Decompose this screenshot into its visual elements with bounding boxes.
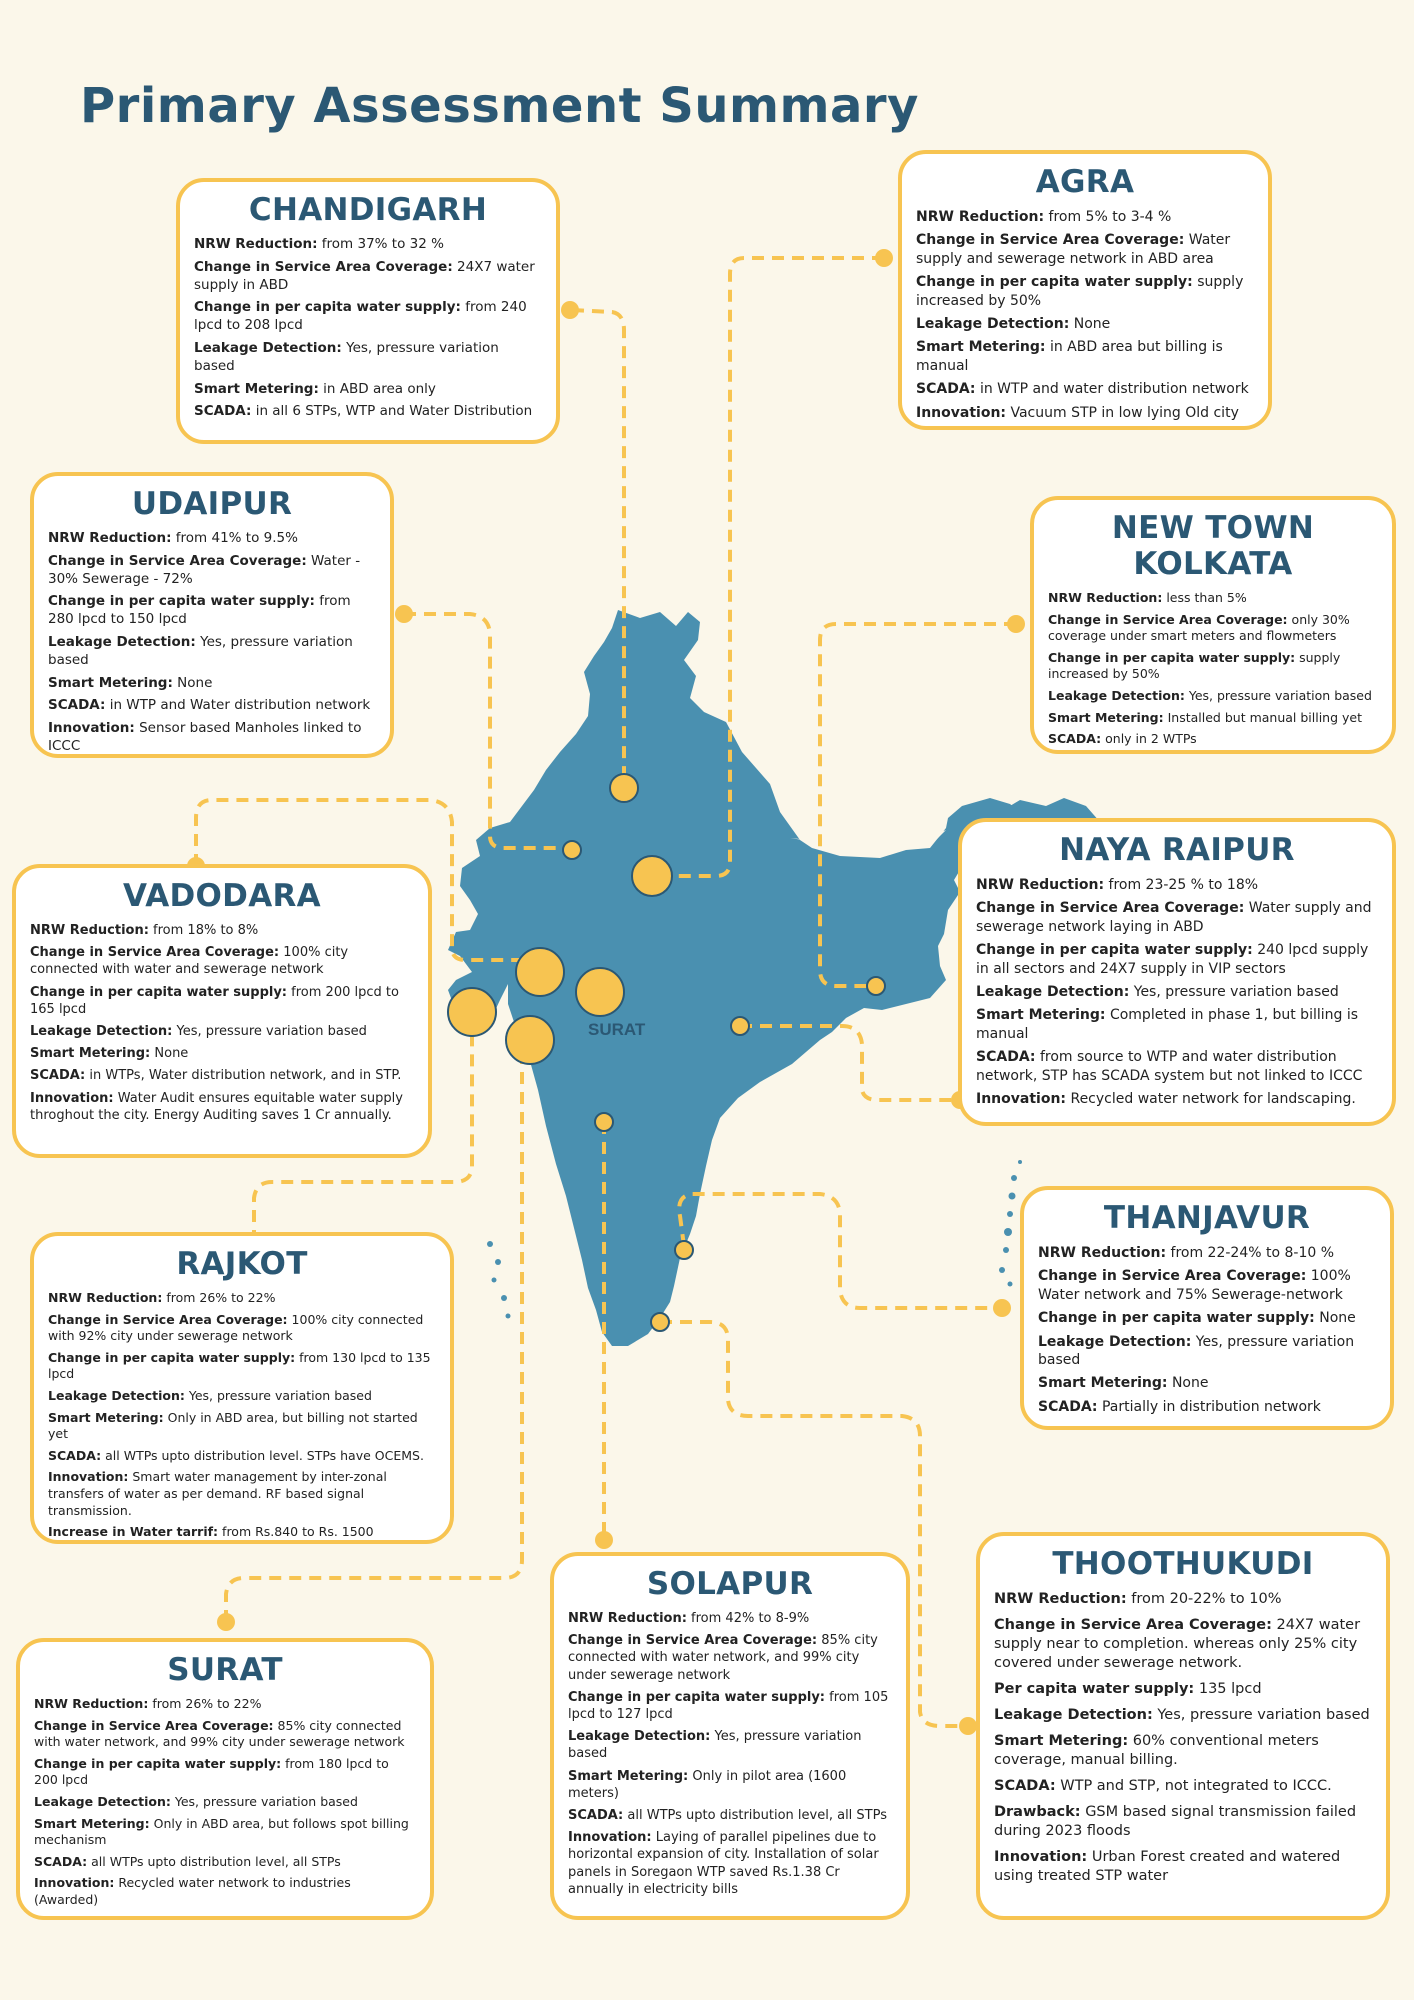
metric-label: Change in Service Area Coverage:	[1038, 1268, 1307, 1285]
metric-label: NRW Reduction:	[30, 923, 149, 938]
metric-row	[48, 1524, 436, 1541]
card-vadodara	[12, 864, 432, 1158]
metric-row	[48, 697, 376, 715]
metric-label: Change in Service Area Coverage:	[34, 1717, 274, 1733]
metric-label: SCADA:	[994, 1778, 1056, 1794]
metric-row	[994, 1803, 1372, 1841]
metric-row	[916, 208, 1254, 226]
metric-row	[994, 1680, 1372, 1699]
metric-value: 85% city connected with water network, and 99% city under sewerage network	[568, 1633, 878, 1683]
metric-row	[976, 1048, 1378, 1085]
metric-label: Innovation:	[568, 1830, 652, 1846]
metric-row	[568, 1768, 892, 1802]
metric-value: from 26% to 22%	[152, 1696, 262, 1711]
metric-value: from 22-24% to 8-10 %	[1170, 1245, 1335, 1261]
metric-label: Leakage Detection:	[1038, 1333, 1192, 1350]
metric-row	[48, 530, 376, 548]
metric-value: from 20-22% to 10%	[1131, 1591, 1282, 1607]
metric-value: Completed in phase 1, but billing is manual	[976, 1007, 1359, 1042]
city-title: NEW TOWN KOLKATA	[1111, 510, 1315, 582]
metric-value: 100% city connected with 92% city under sewerage network	[48, 1311, 424, 1344]
metric-label: SCADA:	[1048, 731, 1102, 747]
metric-value: Water - 30% Sewerage - 72%	[48, 552, 361, 587]
metric-value: None	[177, 674, 213, 691]
metric-row	[34, 1696, 416, 1713]
metric-value: from 26% to 22%	[166, 1290, 276, 1305]
metric-label: NRW Reduction:	[194, 236, 318, 252]
metric-label: NRW Reduction:	[34, 1696, 149, 1711]
card-nayaraipur	[958, 818, 1396, 1126]
metric-label: Change in per capita water supply:	[34, 1755, 282, 1771]
metric-value: 85% city connected with water network, and 99% city under sewerage network	[34, 1717, 405, 1750]
metric-row	[48, 720, 376, 756]
metric-label: Change in Service Area Coverage:	[48, 552, 307, 569]
metric-row	[976, 876, 1378, 894]
metric-label: Change in Service Area Coverage:	[568, 1633, 818, 1649]
metric-label: SCADA:	[48, 1447, 102, 1463]
metric-value: Yes, pressure variation based	[174, 1793, 358, 1809]
andaman-islands	[999, 1160, 1022, 1287]
metric-value: 100% city connected with water and sewerage network	[30, 945, 349, 978]
city-title: THOOTHUKUDI	[1052, 1546, 1314, 1582]
metric-row	[916, 315, 1254, 333]
metric-row	[30, 1067, 414, 1084]
metric-row	[1048, 710, 1378, 727]
metric-value: 135 lpcd	[1198, 1681, 1262, 1697]
metric-row	[194, 259, 542, 295]
metric-value: in WTP and water distribution network	[979, 381, 1249, 398]
metric-row	[976, 941, 1378, 978]
metric-row	[48, 1312, 436, 1345]
metric-label: Leakage Detection:	[994, 1707, 1153, 1723]
metric-value: None	[1319, 1310, 1356, 1327]
metric-value: supply increased by 50%	[1048, 649, 1341, 682]
metric-row	[48, 593, 376, 629]
metric-label: NRW Reduction:	[48, 1290, 163, 1305]
metric-label: Innovation:	[994, 1849, 1088, 1865]
metric-value: supply increased by 50%	[916, 274, 1244, 309]
metric-label: Leakage Detection:	[194, 339, 342, 356]
metric-row	[994, 1732, 1372, 1770]
city-title: CHANDIGARH	[248, 192, 488, 228]
metric-label: Leakage Detection:	[48, 1387, 185, 1403]
metric-label: Change in per capita water supply:	[30, 984, 288, 1000]
metric-label: Change in per capita water supply:	[48, 593, 315, 610]
metric-row	[916, 273, 1254, 310]
metric-value: from 18% to 8%	[153, 923, 259, 938]
marker-solapur	[595, 1113, 613, 1131]
metric-label: NRW Reduction:	[916, 209, 1045, 225]
metric-value: Yes, pressure variation based	[568, 1729, 862, 1762]
metric-label: Increase in Water tarrif:	[48, 1524, 219, 1540]
metric-row	[30, 1090, 414, 1124]
metric-label: SCADA:	[568, 1808, 624, 1824]
card-udaipur	[30, 472, 394, 758]
metric-value: 24X7 water supply near to completion. whereas only 25% city covered under sewerage network.	[994, 1617, 1361, 1671]
metric-row	[48, 634, 376, 670]
card-surat	[16, 1638, 434, 1920]
metric-row	[994, 1590, 1372, 1609]
metric-value: from 130 lpcd to 135 lpcd	[48, 1349, 431, 1382]
metric-value: Only in ABD area, but billing not started yet	[48, 1409, 418, 1442]
metric-value: in WTP and Water distribution network	[109, 697, 371, 714]
metric-label: SCADA:	[976, 1049, 1036, 1066]
metric-value: Water Audit ensures equitable water supply throghout the city. Energy Auditing saves 1 Cr annually.	[30, 1090, 403, 1123]
metric-value: Yes, pressure variation based	[1038, 1333, 1355, 1369]
metric-value: 24X7 water supply in ABD	[194, 258, 535, 293]
card-chandigarh	[176, 178, 560, 444]
metric-row	[1048, 731, 1378, 748]
metric-label: Smart Metering:	[30, 1046, 151, 1062]
metric-value: Partially in distribution network	[1101, 1398, 1321, 1415]
metric-value: all WTPs upto distribution level, all STPs	[627, 1808, 888, 1824]
metric-row	[30, 1045, 414, 1062]
metric-value: from 240 lpcd to 208 lpcd	[194, 299, 527, 334]
metric-label: SCADA:	[48, 697, 106, 714]
metric-label: Smart Metering:	[1048, 709, 1164, 725]
metric-row	[568, 1632, 892, 1684]
metric-row	[916, 338, 1254, 375]
metric-label: Smart Metering:	[48, 1409, 164, 1425]
marker-vadodara	[576, 968, 624, 1016]
marker-agra	[632, 856, 672, 896]
metric-label: SCADA:	[916, 381, 976, 398]
metric-row	[916, 231, 1254, 268]
metric-row	[994, 1706, 1372, 1725]
metric-label: Leakage Detection:	[976, 984, 1130, 1001]
marker-thanjavur	[675, 1241, 693, 1259]
metric-label: Smart Metering:	[1038, 1375, 1168, 1392]
metric-row	[976, 1006, 1378, 1043]
metric-label: Smart Metering:	[34, 1815, 150, 1831]
metric-value: in ABD area only	[323, 380, 436, 397]
city-title: VADODARA	[123, 878, 321, 914]
metric-label: Smart Metering:	[916, 339, 1046, 356]
card-newtown	[1030, 496, 1396, 754]
metric-label: NRW Reduction:	[1048, 590, 1163, 605]
metric-value: None	[1171, 1375, 1209, 1392]
connector-thanjavur	[679, 1194, 1002, 1308]
map-label-surat: SURAT	[588, 1020, 646, 1039]
metric-row	[568, 1829, 892, 1898]
metric-value: in ABD area but billing is manual	[916, 339, 1223, 374]
metric-label: Change in per capita water supply:	[194, 299, 461, 316]
metric-label: SCADA:	[34, 1853, 88, 1869]
metric-value: from 23-25 % to 18%	[1108, 877, 1259, 893]
metric-value: Installed but manual billing yet	[1167, 709, 1363, 725]
metric-row	[194, 299, 542, 335]
metric-row	[1048, 612, 1378, 645]
metric-value: Only in pilot area (1600 meters)	[568, 1768, 847, 1801]
metric-row	[194, 403, 542, 421]
metric-row	[1038, 1244, 1376, 1262]
metric-row	[976, 983, 1378, 1001]
metric-label: Change in per capita water supply:	[1048, 649, 1296, 665]
metric-row	[48, 1388, 436, 1405]
metric-row	[30, 984, 414, 1018]
metric-label: Innovation:	[916, 404, 1007, 421]
metric-value: Urban Forest created and watered using treated STP water	[994, 1849, 1341, 1884]
city-title: UDAIPUR	[131, 486, 293, 522]
metric-value: 60% conventional meters coverage, manual billing.	[994, 1733, 1319, 1768]
metric-row	[1038, 1398, 1376, 1416]
metric-label: Change in per capita water supply:	[48, 1349, 296, 1365]
metric-row	[976, 899, 1378, 936]
metric-label: NRW Reduction:	[1038, 1245, 1167, 1261]
metric-label: Change in per capita water supply:	[568, 1689, 826, 1705]
metric-label: Change in Service Area Coverage:	[994, 1617, 1272, 1633]
marker-solapur-big	[506, 1016, 554, 1064]
metric-value: Yes, pressure variation based	[48, 633, 353, 668]
metric-label: NRW Reduction:	[994, 1591, 1127, 1607]
metric-row	[34, 1816, 416, 1849]
marker-udaipur	[563, 841, 581, 859]
metric-label: NRW Reduction:	[976, 877, 1105, 893]
metric-value: Sensor based Manholes linked to ICCC	[48, 720, 362, 754]
card-thoothukudi	[976, 1532, 1390, 1920]
metric-label: Smart Metering:	[568, 1768, 689, 1784]
marker-rajkot	[516, 948, 564, 996]
card-solapur	[550, 1552, 910, 1920]
marker-thoothukudi	[651, 1313, 669, 1331]
marker-surat-big	[448, 988, 496, 1036]
metric-label: Change in Service Area Coverage:	[30, 945, 280, 961]
metric-label: Smart Metering:	[976, 1007, 1106, 1024]
metric-value: only 30% coverage under smart meters and flowmeters	[1048, 611, 1350, 644]
metric-row	[194, 340, 542, 376]
metric-label: Per capita water supply:	[994, 1681, 1195, 1697]
metric-value: Water supply and sewerage network laying in ABD	[976, 900, 1372, 935]
metric-row	[568, 1610, 892, 1627]
metric-label: Smart Metering:	[48, 674, 173, 691]
city-title: AGRA	[1035, 164, 1135, 200]
metric-value: from 105 lpcd to 127 lpcd	[568, 1689, 889, 1723]
metric-label: Change in Service Area Coverage:	[916, 232, 1185, 249]
metric-label: Change in per capita water supply:	[976, 942, 1253, 959]
city-title: THANJAVUR	[1103, 1200, 1311, 1236]
metric-row	[568, 1689, 892, 1723]
metric-label: Smart Metering:	[194, 380, 319, 397]
metric-row	[48, 553, 376, 589]
metric-row	[30, 922, 414, 939]
metric-value: from 180 lpcd to 200 lpcd	[34, 1755, 389, 1788]
metric-value: from 280 lpcd to 150 lpcd	[48, 593, 351, 628]
metric-value: less than 5%	[1166, 590, 1247, 605]
metric-row	[994, 1777, 1372, 1796]
metric-value: None	[154, 1046, 189, 1062]
metric-row	[194, 381, 542, 399]
metric-label: Leakage Detection:	[568, 1729, 711, 1745]
metric-label: Innovation:	[34, 1875, 115, 1891]
metric-value: Smart water management by inter-zonal transfers of water as per demand. RF based signal transmission.	[48, 1469, 387, 1518]
city-title: RAJKOT	[176, 1246, 308, 1282]
metric-value: Yes, pressure variation based	[188, 1387, 372, 1403]
metric-label: Leakage Detection:	[48, 633, 196, 650]
card-thanjavur	[1020, 1186, 1394, 1430]
metric-label: SCADA:	[30, 1068, 86, 1084]
metric-row	[48, 1350, 436, 1383]
metric-value: all WTPs upto distribution level. STPs have OCEMS.	[105, 1447, 424, 1463]
metric-label: NRW Reduction:	[568, 1611, 687, 1626]
metric-label: Leakage Detection:	[30, 1024, 173, 1040]
metric-value: in all 6 STPs, WTP and Water Distribution	[255, 403, 533, 420]
metric-row	[48, 675, 376, 693]
metric-row	[568, 1807, 892, 1824]
metric-row	[30, 944, 414, 978]
metric-row	[916, 380, 1254, 398]
metric-label: Change in Service Area Coverage:	[1048, 611, 1288, 627]
metric-label: Change in per capita water supply:	[1038, 1310, 1315, 1327]
metric-value: from 200 lpcd to 165 lpcd	[30, 984, 399, 1017]
metric-value: Recycled water network to industries (Awarded)	[34, 1875, 351, 1907]
metric-value: Laying of parallel pipelines due to horizontal expansion of city. Installation of solar panels in Soregaon WTP saved Rs.1.38 Cr annually in electricity bills	[568, 1830, 879, 1897]
metric-row	[976, 1090, 1378, 1108]
metric-row	[34, 1756, 416, 1789]
metric-value: WTP and STP, not integrated to ICCC.	[1060, 1778, 1332, 1794]
metric-row	[48, 1448, 436, 1465]
metric-label: Innovation:	[976, 1091, 1067, 1108]
metric-value: only in 2 WTPs	[1105, 731, 1197, 747]
marker-nayaraipur	[731, 1017, 749, 1035]
metric-row	[916, 404, 1254, 422]
metric-label: SCADA:	[194, 403, 252, 420]
metric-label: NRW Reduction:	[48, 530, 172, 546]
card-agra	[898, 150, 1272, 430]
metric-value: all WTPs upto distribution level, all STPs	[91, 1853, 341, 1869]
page-title: Primary Assessment Summary	[80, 78, 919, 134]
metric-row	[1038, 1333, 1376, 1370]
metric-value: from 37% to 32 %	[321, 236, 444, 252]
marker-newtown	[867, 977, 885, 995]
metric-value: 240 lpcd supply in all sectors and 24X7 supply in VIP sectors	[976, 942, 1369, 977]
metric-value: 100% Water network and 75% Sewerage-network	[1038, 1268, 1351, 1303]
metric-row	[30, 1023, 414, 1040]
metric-value: from Rs.840 to Rs. 1500	[222, 1524, 374, 1540]
metric-row	[34, 1718, 416, 1751]
metric-row	[1038, 1374, 1376, 1392]
metric-value: Yes, pressure variation based	[1133, 984, 1339, 1001]
marker-chandigarh	[610, 774, 638, 802]
metric-value: Yes, pressure variation based	[176, 1024, 367, 1040]
metric-label: SCADA:	[1038, 1398, 1098, 1415]
metric-row	[48, 1469, 436, 1519]
lakshadweep-islands	[487, 1241, 511, 1319]
metric-value: from 42% to 8-9%	[691, 1611, 810, 1626]
metric-value: Only in ABD area, but follows spot billing mechanism	[34, 1815, 409, 1848]
metric-value: GSM based signal transmission failed during 2023 floods	[994, 1804, 1357, 1839]
metric-value: Yes, pressure variation based	[194, 339, 499, 374]
metric-label: Change in per capita water supply:	[916, 274, 1193, 291]
metric-label: Change in Service Area Coverage:	[48, 1311, 288, 1327]
metric-value: from 5% to 3-4 %	[1048, 209, 1172, 225]
metric-value: Yes, pressure variation based	[1157, 1707, 1370, 1723]
metric-row	[34, 1794, 416, 1811]
metric-value: from source to WTP and water distribution network, STP has SCADA system but not linked to ICCC	[976, 1049, 1363, 1084]
metric-label: Leakage Detection:	[1048, 687, 1185, 703]
metric-value: Recycled water network for landscaping.	[1070, 1091, 1356, 1108]
metric-label: Smart Metering:	[994, 1733, 1129, 1749]
city-title: SOLAPUR	[646, 1566, 814, 1602]
metric-label: Leakage Detection:	[34, 1793, 171, 1809]
metric-value: Vacuum STP in low lying Old city	[1010, 404, 1239, 421]
city-title: SURAT	[167, 1652, 283, 1688]
metric-row	[1038, 1309, 1376, 1327]
metric-row	[34, 1875, 416, 1908]
metric-label: Innovation:	[48, 1469, 129, 1485]
metric-label: Change in Service Area Coverage:	[194, 258, 453, 275]
metric-label: Change in Service Area Coverage:	[976, 900, 1245, 917]
metric-value: None	[1073, 316, 1111, 333]
metric-label: Drawback:	[994, 1804, 1081, 1820]
metric-value: Yes, pressure variation based	[1188, 687, 1372, 703]
metric-row	[194, 236, 542, 254]
metric-value: Water supply and sewerage network in ABD area	[916, 232, 1231, 267]
metric-row	[994, 1616, 1372, 1673]
metric-row	[1048, 650, 1378, 683]
metric-row	[994, 1848, 1372, 1886]
metric-label: Innovation:	[30, 1090, 114, 1106]
card-rajkot	[30, 1232, 454, 1544]
metric-row	[1038, 1267, 1376, 1304]
metric-row	[48, 1410, 436, 1443]
metric-value: in WTPs, Water distribution network, and in STP.	[89, 1068, 402, 1084]
metric-row	[1048, 590, 1378, 607]
metric-label: Leakage Detection:	[916, 316, 1070, 333]
metric-row	[48, 1290, 436, 1307]
city-title: NAYA RAIPUR	[1059, 832, 1295, 868]
metric-value: from 41% to 9.5%	[175, 530, 298, 546]
metric-row	[34, 1854, 416, 1871]
metric-row	[568, 1728, 892, 1762]
metric-label: Innovation:	[48, 720, 135, 737]
metric-row	[1048, 688, 1378, 705]
